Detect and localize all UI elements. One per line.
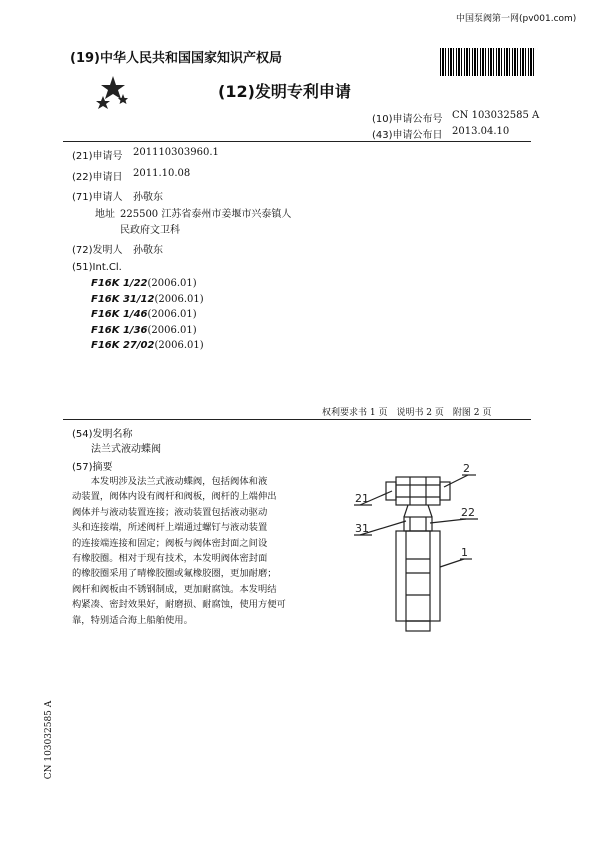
page-counts: 权利要求书 1 页 说明书 2 页 附图 2 页 bbox=[322, 408, 492, 418]
ipc-row: F16K 1/22(2006.01) bbox=[91, 278, 197, 289]
divider-top bbox=[63, 141, 531, 142]
address-line-2: 民政府文卫科 bbox=[120, 225, 180, 236]
barcode bbox=[440, 48, 534, 76]
invention-title: 法兰式液动蝶阀 bbox=[91, 444, 161, 455]
pub-date-value: 2013.04.10 bbox=[452, 126, 510, 137]
applicant-value: 孙敬东 bbox=[133, 192, 163, 203]
app-no-label: (21)申请号 bbox=[72, 151, 123, 162]
ipc-list bbox=[91, 278, 204, 356]
title-label: (54)发明名称 bbox=[72, 429, 133, 440]
figure-label-2: 2 bbox=[463, 462, 470, 475]
address-label: 地址 bbox=[95, 209, 115, 220]
ipc-row: F16K 31/12(2006.01) bbox=[91, 293, 204, 305]
pub-no-value: CN 103032585 A bbox=[452, 110, 540, 121]
app-no-value: 201110303960.1 bbox=[133, 147, 219, 158]
intcl-label: (51)Int.Cl. bbox=[72, 262, 122, 273]
figure-label-1: 1 bbox=[461, 546, 468, 559]
app-date-label: (22)申请日 bbox=[72, 172, 123, 183]
ipc-row: F16K 1/46(2006.01) bbox=[91, 309, 197, 320]
site-header: 中国泵阀第一网(pv001.com) bbox=[456, 14, 577, 24]
abstract-text: 本发明涉及法兰式液动蝶阀，包括阀体和液 动装置，阀体内设有阀杆和阀板，阀杆的上端伸出 阀体并与液动装置连接；液动装置包括液动驱动 头和连接端，所述阀杆上端通过螺钉与液动装置 的连接端连接和固定；阀板与阀体密封面之间设 有橡胶圈。相对于现有技术，本发明阀体密封面 的橡胶圈采用了晴橡胶圈或氟橡胶圈，更加耐磨； 阀杆和阀板由不锈钢制成，更加耐腐蚀。本发明结 构紧凑、密封效果好，耐磨损、耐腐蚀，使用方便可 靠，特别适合海上船舶使用。 bbox=[72, 476, 286, 626]
app-date-value: 2011.10.08 bbox=[133, 168, 191, 179]
address-line-1: 225500 江苏省泰州市姜堰市兴泰镇人 bbox=[120, 209, 292, 220]
pub-no-label: (10)申请公布号 bbox=[372, 114, 443, 125]
authority-title: (19)中华人民共和国国家知识产权局 bbox=[70, 51, 282, 66]
valve-drawing bbox=[340, 455, 540, 645]
figure-label-31: 31 bbox=[355, 522, 369, 535]
ipc-row: F16K 27/02(2006.01) bbox=[91, 340, 204, 351]
cnipa-emblem-icon bbox=[95, 74, 131, 110]
abstract-label: (57)摘要 bbox=[72, 462, 113, 473]
inventor-value: 孙敬东 bbox=[133, 245, 163, 256]
applicant-label: (71)申请人 bbox=[72, 192, 123, 203]
pub-date-label: (43)申请公布日 bbox=[372, 130, 443, 141]
figure-label-21: 21 bbox=[355, 492, 369, 505]
ipc-row: F16K 1/36(2006.01) bbox=[91, 324, 197, 336]
inventor-label: (72)发明人 bbox=[72, 245, 123, 256]
figure-label-22: 22 bbox=[461, 506, 475, 519]
divider-middle bbox=[63, 419, 531, 420]
side-publication-number: CN 103032585 A bbox=[44, 700, 54, 780]
document-type: (12)发明专利申请 bbox=[218, 82, 351, 101]
